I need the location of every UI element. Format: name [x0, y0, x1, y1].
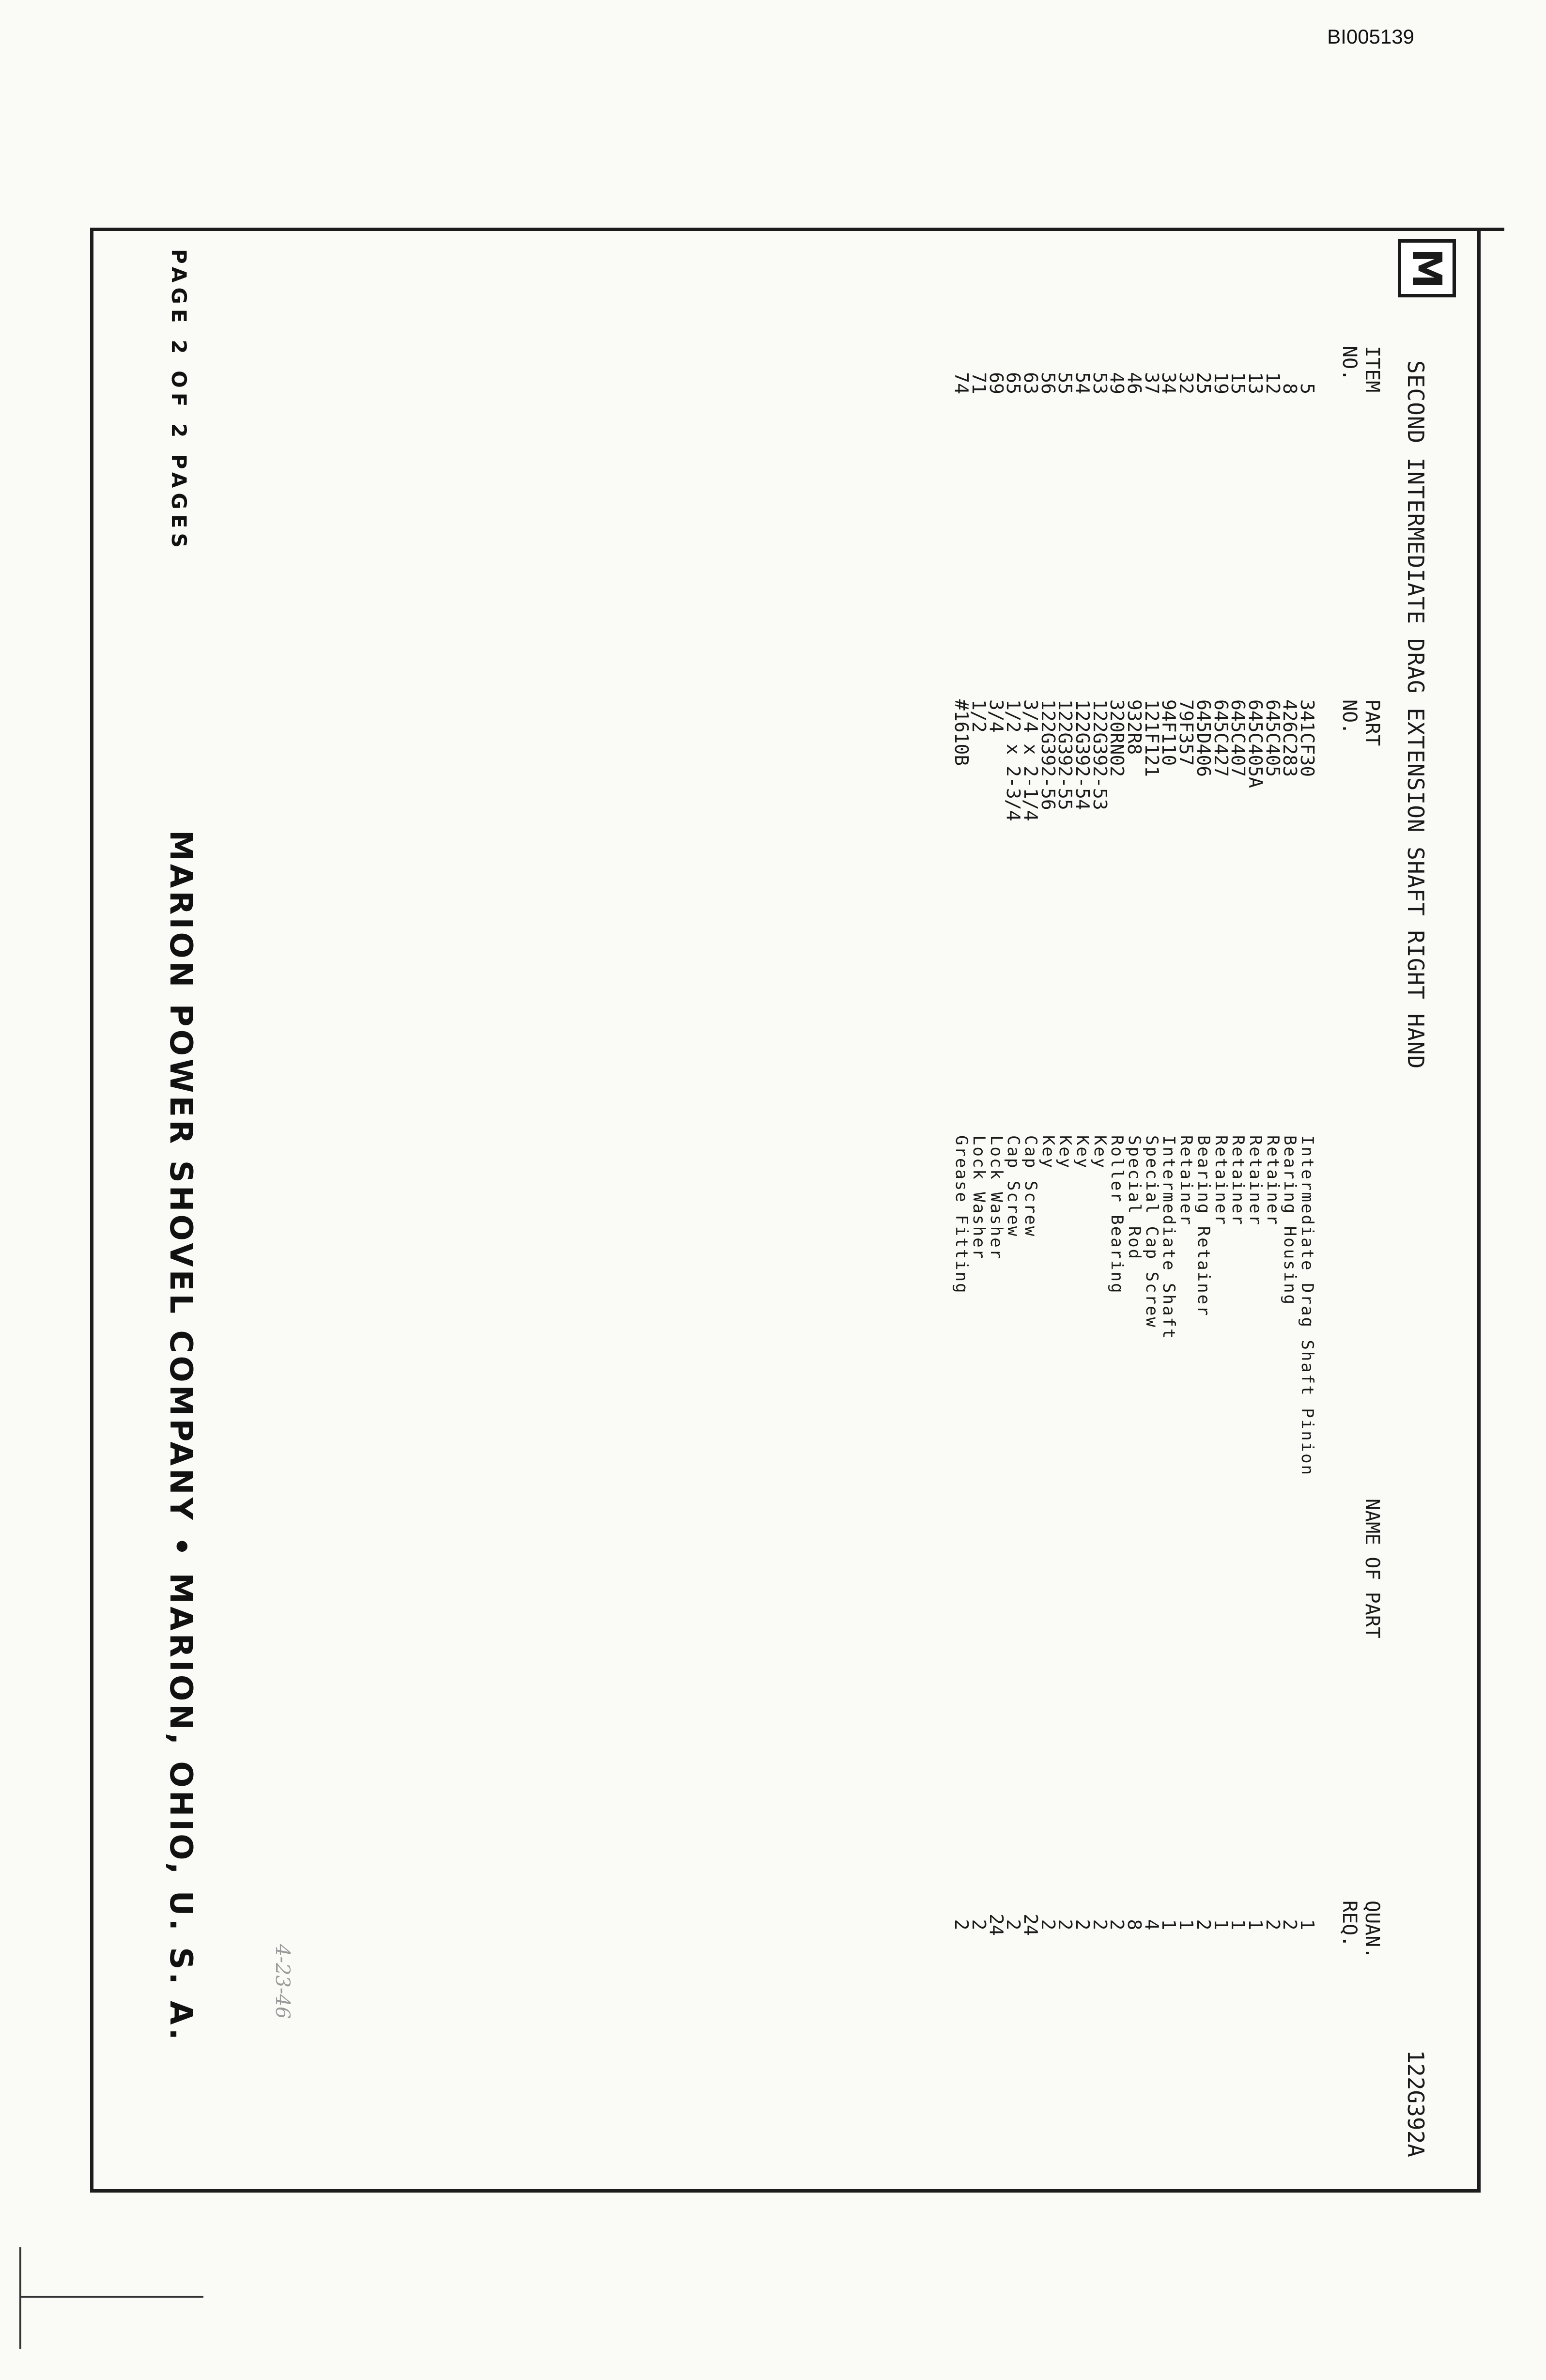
stamp-date: 4-23-46 [271, 1944, 294, 2019]
part-number: 341CF30 [1297, 699, 1318, 777]
part-number: 426C283 [1279, 699, 1301, 777]
part-number: 122G392-54 [1072, 699, 1094, 810]
company-name: MARION POWER SHOVEL COMPANY • MARION, OHIO, U. S. A. [163, 830, 199, 2043]
page-label: PAGE 2 OF 2 PAGES [167, 249, 191, 553]
part-name: Retainer [1228, 1135, 1248, 1226]
quantity-required: 2 [1037, 1919, 1059, 1931]
quantity-required: 1 [1297, 1919, 1318, 1931]
column-header-part: PART NO. [1338, 699, 1383, 746]
part-name: Retainer [1176, 1135, 1196, 1226]
part-number: 1/2 x 2-3/4 [1003, 699, 1024, 821]
item-number: 55 [1054, 372, 1076, 394]
item-number: 13 [1244, 372, 1266, 394]
parts-list-title: SECOND INTERMEDIATE DRAG EXTENSION SHAFT RIGHT HAND [1403, 360, 1429, 1069]
item-number: 12 [1262, 372, 1283, 394]
part-name: Key [1055, 1135, 1075, 1170]
item-number: 32 [1175, 372, 1197, 394]
item-number: 53 [1089, 372, 1111, 394]
column-header-name: NAME OF PART [1361, 1499, 1383, 1638]
quantity-required: 4 [1141, 1919, 1162, 1931]
quantity-required: 2 [1054, 1919, 1076, 1931]
part-number: 122G392-56 [1037, 699, 1059, 810]
item-number: 15 [1227, 372, 1249, 394]
quantity-required: 2 [1072, 1919, 1094, 1931]
quantity-required: 2 [1003, 1919, 1024, 1931]
column-header-qty: QUAN. REQ. [1338, 1901, 1383, 1959]
part-number: 3/4 x 2-1/4 [1020, 699, 1041, 821]
quantity-required: 1 [1244, 1919, 1266, 1931]
corner-mark [19, 2296, 203, 2298]
item-number: 8 [1279, 383, 1301, 394]
part-name: Lock Washer [969, 1135, 989, 1261]
company-logo: M [1398, 239, 1456, 297]
part-name: Retainer [1245, 1135, 1265, 1226]
part-name: Lock Washer [986, 1135, 1006, 1261]
quantity-required: 2 [1089, 1919, 1111, 1931]
part-name: Cap Screw [1004, 1135, 1023, 1238]
part-name: Cap Screw [1021, 1135, 1040, 1238]
part-name: Bearing Retainer [1193, 1135, 1213, 1317]
part-number: 79F357 [1175, 699, 1197, 766]
item-number: 56 [1037, 372, 1059, 394]
quantity-required: 1 [1210, 1919, 1232, 1931]
column-header-item: ITEM NO. [1338, 346, 1383, 393]
part-number: 645C407 [1227, 699, 1249, 777]
document-id: BI005139 [1327, 25, 1414, 48]
part-name: Retainer [1263, 1135, 1283, 1226]
item-number: 54 [1072, 372, 1094, 394]
item-number: 37 [1141, 372, 1162, 394]
quantity-required: 2 [1262, 1919, 1283, 1931]
part-number: 932R8 [1124, 699, 1145, 755]
item-number: 71 [968, 372, 989, 394]
part-number: 1/2 [968, 699, 989, 733]
part-number: 645D406 [1192, 699, 1214, 777]
rotated-parts-list [100, 239, 1456, 2167]
item-number: 74 [951, 372, 973, 394]
part-number: 121F121 [1141, 699, 1162, 777]
part-name: Bearing Housing [1280, 1135, 1300, 1306]
part-number: 3/4 [985, 699, 1007, 733]
quantity-required: 2 [968, 1919, 989, 1931]
part-name: Key [1038, 1135, 1058, 1170]
part-number: 122G392-55 [1054, 699, 1076, 810]
part-name: Key [1073, 1135, 1093, 1170]
part-number: #1610B [951, 699, 973, 766]
quantity-required: 24 [1020, 1914, 1041, 1936]
part-name: Intermediate Drag Shaft Pinion [1298, 1135, 1317, 1477]
quantity-required: 2 [1106, 1919, 1128, 1931]
item-number: 63 [1020, 372, 1041, 394]
part-number: 320RN02 [1106, 699, 1128, 777]
quantity-required: 1 [1158, 1919, 1180, 1931]
quantity-required: 2 [951, 1919, 973, 1931]
part-name: Special Rod [1125, 1135, 1144, 1261]
item-number: 19 [1210, 372, 1232, 394]
item-number: 25 [1192, 372, 1214, 394]
quantity-required: 1 [1227, 1919, 1249, 1931]
quantity-required: 2 [1192, 1919, 1214, 1931]
part-number: 122G392-53 [1089, 699, 1111, 810]
item-number: 5 [1297, 383, 1318, 394]
item-number: 46 [1124, 372, 1145, 394]
quantity-required: 2 [1279, 1919, 1301, 1931]
quantity-required: 1 [1175, 1919, 1197, 1931]
part-number: 645C405A [1244, 699, 1266, 788]
drawing-number: 122G392A [1403, 2050, 1429, 2157]
corner-mark-vertical [19, 2247, 21, 2349]
part-name: Retainer [1211, 1135, 1231, 1226]
part-number: 645C427 [1210, 699, 1232, 777]
part-name: Special Cap Screw [1142, 1135, 1161, 1329]
part-name: Key [1090, 1135, 1110, 1170]
part-name: Grease Fitting [952, 1135, 972, 1295]
quantity-required: 8 [1124, 1919, 1145, 1931]
part-name: Roller Bearing [1107, 1135, 1127, 1295]
item-number: 69 [985, 372, 1007, 394]
item-number: 65 [1003, 372, 1024, 394]
part-number: 94F110 [1158, 699, 1180, 766]
item-number: 34 [1158, 372, 1180, 394]
part-number: 645C405 [1262, 699, 1283, 777]
quantity-required: 24 [985, 1914, 1007, 1936]
item-number: 49 [1106, 372, 1128, 394]
part-name: Intermediate Shaft [1159, 1135, 1179, 1340]
